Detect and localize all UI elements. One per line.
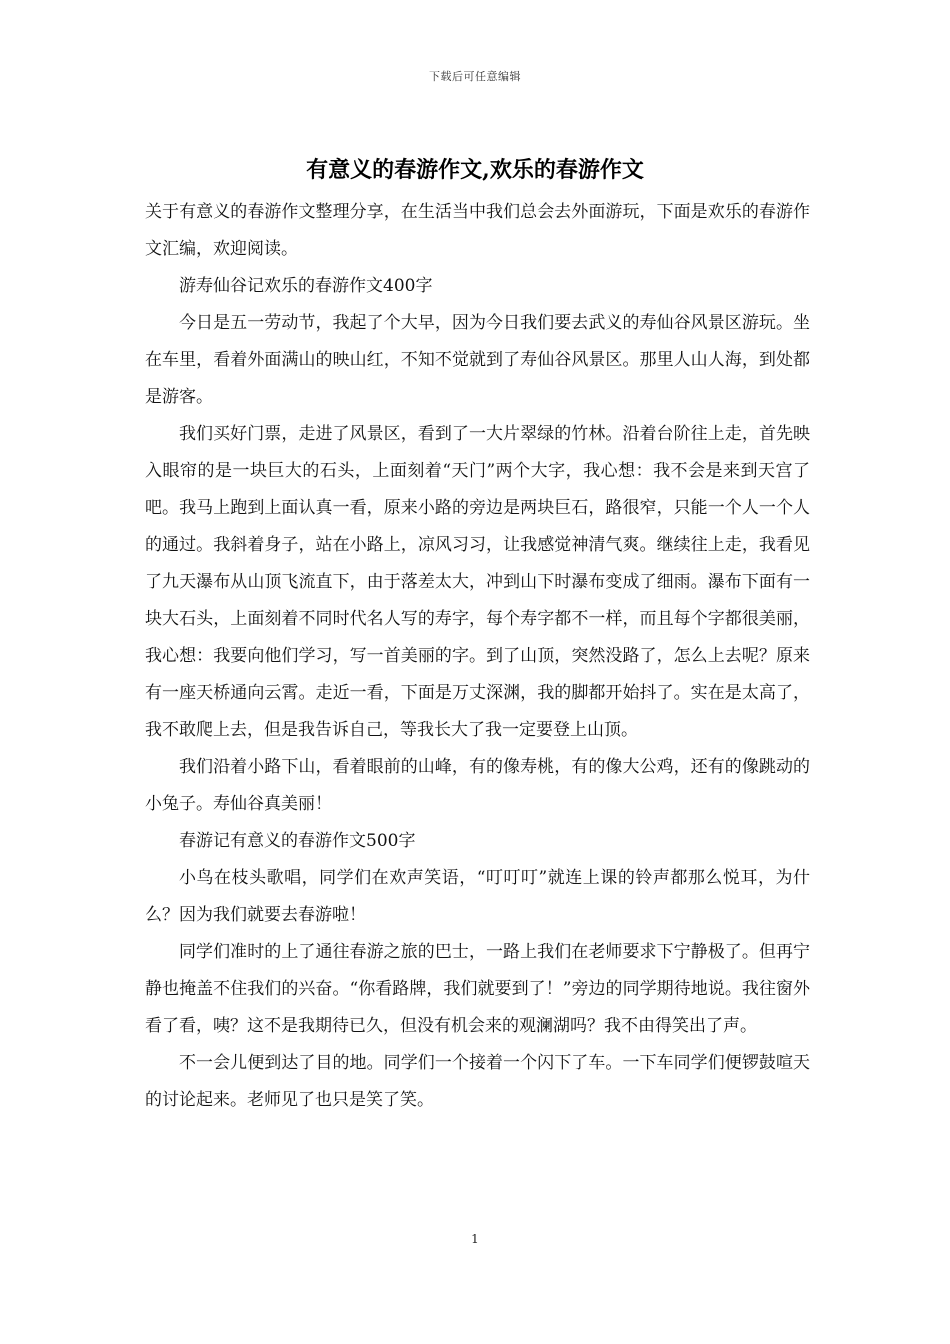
body-paragraph: 不一会儿便到达了目的地。同学们一个接着一个闪下了车。一下车同学们便锣鼓喧天的讨论起来。老师见了也只是笑了笑。 xyxy=(145,1053,810,1110)
document-title: 有意义的春游作文,欢乐的春游作文 xyxy=(306,157,644,183)
section-heading: 游寿仙谷记欢乐的春游作文400字 xyxy=(179,276,433,296)
document-body xyxy=(145,194,810,1119)
body-paragraph: 小鸟在枝头歌唱，同学们在欢声笑语，“叮叮叮”就连上课的铃声都那么悦耳，为什么？因为我们就要去春游啦！ xyxy=(145,868,810,925)
header-note: 下载后可任意编辑 xyxy=(429,70,521,83)
page-number: 1 xyxy=(471,1232,479,1246)
intro-paragraph: 关于有意义的春游作文整理分享，在生活当中我们总会去外面游玩，下面是欢乐的春游作文汇编，欢迎阅读。 xyxy=(145,202,810,259)
section-heading: 春游记有意义的春游作文500字 xyxy=(179,831,416,851)
body-paragraph: 同学们准时的上了通往春游之旅的巴士，一路上我们在老师要求下宁静极了。但再宁静也掩盖不住我们的兴奋。“你看路牌，我们就要到了！”旁边的同学期待地说。我往窗外看了看，咦？这不是我期待已久，但没有机会来的观澜湖吗？我不由得笑出了声。 xyxy=(145,942,810,1036)
body-paragraph: 我们沿着小路下山，看着眼前的山峰，有的像寿桃，有的像大公鸡，还有的像跳动的小兔子。寿仙谷真美丽！ xyxy=(145,757,810,814)
body-paragraph: 我们买好门票，走进了风景区，看到了一大片翠绿的竹林。沿着台阶往上走，首先映入眼帘的是一块巨大的石头，上面刻着“天门”两个大字，我心想：我不会是来到天宫了吧。我马上跑到上面认真一看，原来小路的旁边是两块巨石，路很窄，只能一个人一个人的通过。我斜着身子，站在小路上，凉风习习，让我感觉神清气爽。继续往上走，我看见了九天瀑布从山顶飞流直下，由于落差太大，冲到山下时瀑布变成了细雨。瀑布下面有一块大石头，上面刻着不同时代名人写的寿字，每个寿字都不一样，而且每个字都很美丽，我心想：我要向他们学习，写一首美丽的字。到了山顶，突然没路了，怎么上去呢？原来有一座天桥通向云霄。走近一看，下面是万丈深渊，我的脚都开始抖了。实在是太高了，我不敢爬上去，但是我告诉自己，等我长大了我一定要登上山顶。 xyxy=(145,424,810,740)
body-paragraph: 今日是五一劳动节，我起了个大早，因为今日我们要去武义的寿仙谷风景区游玩。坐在车里，看着外面满山的映山红，不知不觉就到了寿仙谷风景区。那里人山人海，到处都是游客。 xyxy=(145,313,810,407)
